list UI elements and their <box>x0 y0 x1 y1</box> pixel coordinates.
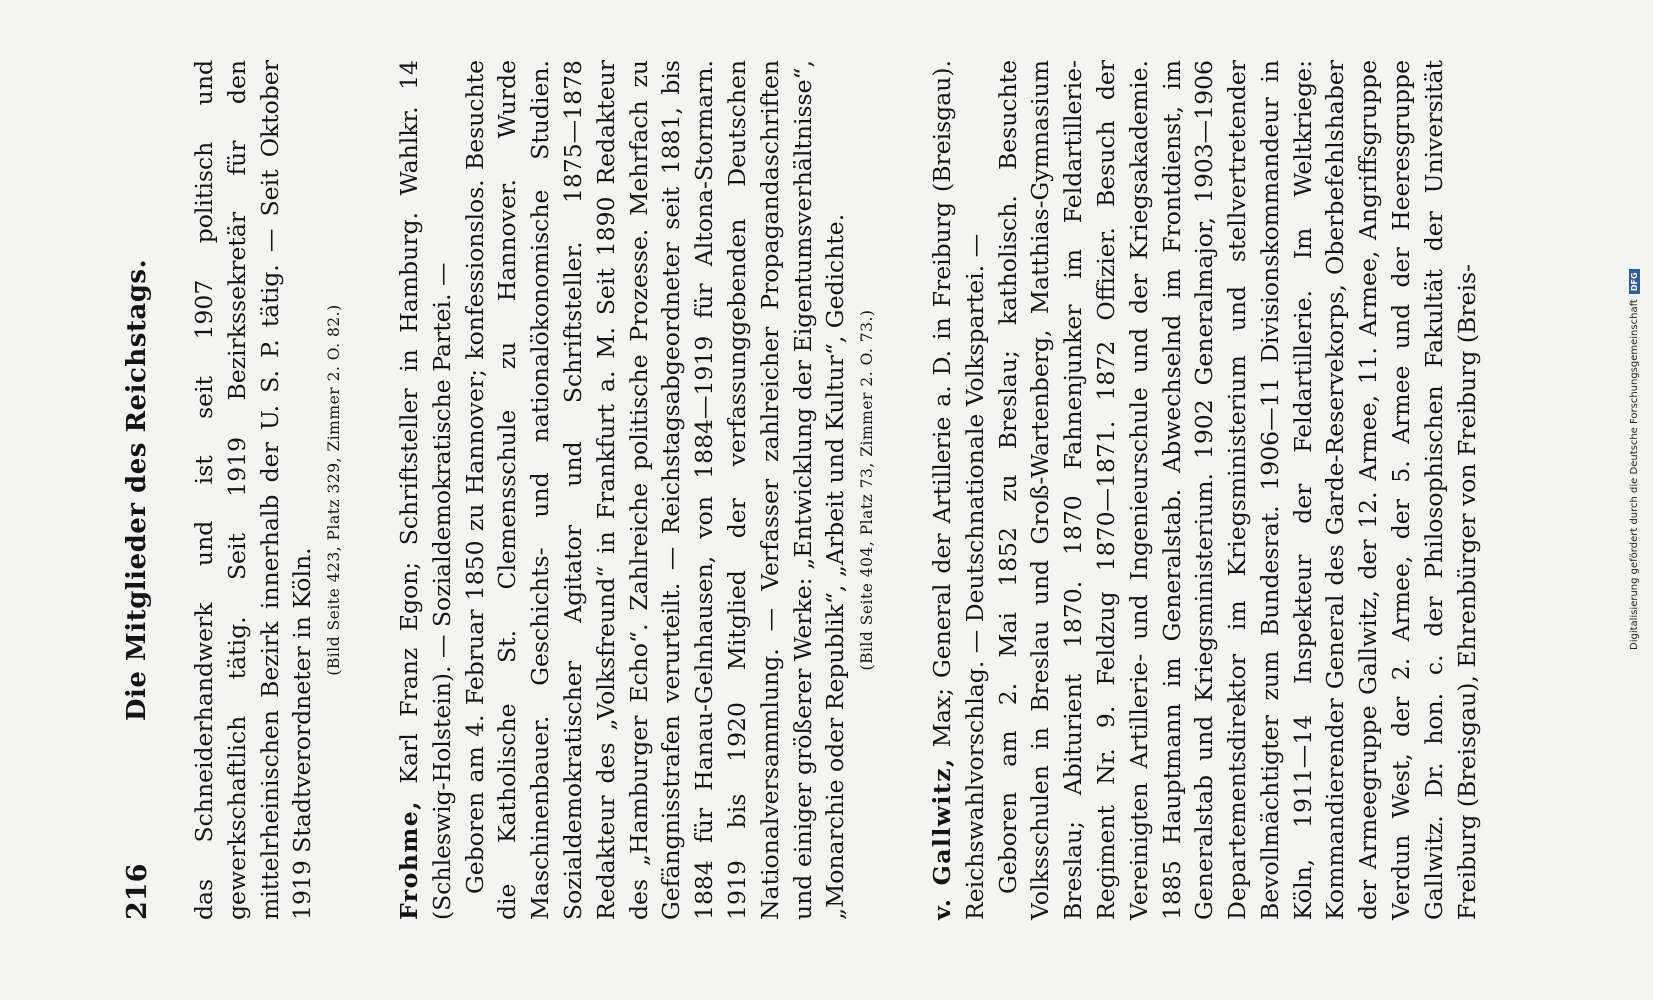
entry-heading <box>926 60 992 920</box>
entry-heading <box>393 60 459 920</box>
digitization-note-text: Digitalisierung gefördert durch die Deutsche Forschungsgemeinschaft <box>1629 299 1640 650</box>
entry-continued <box>188 60 319 920</box>
digitization-note <box>1629 30 1645 650</box>
member-name: v. Gallwitz, <box>928 757 957 920</box>
page-number: 216 <box>122 863 153 920</box>
entry-gallwitz <box>926 60 1483 920</box>
entry-frohme <box>393 60 852 920</box>
entry-text: Geboren am 2. Mai 1852 zu Breslau; katholisch. Besuchte Volksschulen in Breslau und Groß-Wartenberg, Matthias-Gymnasium Breslau; Abiturient 1870. 1870 Fahnenjunker im Feldartillerie-Regiment Nr. 9. Feldzug 1870—1871. 1872 Offizier. Besuch der Vereinigten Artillerie- und Ingenieurschule und der Kriegsakademie. 1885 Hauptmann im Generalstab. Abwechselnd im Frontdienst, im Generalstab und Kriegsministerium. 1902 Generalmajor, 1903—1906 Departementsdirektor im Kriegsministerium und stellvertretender Bevollmächtigter zum Bundesrat. 1906—11 Divisionskommandeur in Köln, 1911—14 Inspekteur der Feldartillerie. Im Weltkriege: Kommandierender General des Garde-Reservekorps, Oberbefehlshaber der Armeegruppe Gallwitz, der 12. Armee, 11. Armee, Angriffsgruppe Verdun West, der 2. Armee, der 5. Armee und der Heeresgruppe Gallwitz. Dr. hon. c. der Philosophischen Fakultät der Universität Freiburg (Breisgau), Ehrenbürger von Freiburg (Breis- <box>993 60 1481 920</box>
running-head: Die Mitglieder des Reichstags. <box>122 258 152 722</box>
entry-heading-text: Max; General der Artillerie a. D. in Freiburg (Breisgau). Reichswahlvorschlag. — Deutschnationale Volkspartei. — <box>928 59 989 920</box>
entry-heading-text: Karl Franz Egon; Schriftsteller in Hamburg. Wahlkr. 14 (Schleswig-Holstein). — Sozialdemokratische Partei. — <box>395 60 456 920</box>
entry-text: Geboren am 4. Februar 1850 zu Hannover; konfessionslos. Besuchte die Katholische St. Clemensschule zu Hannover. Wurde Maschinenbauer. Geschichts- und nationalökonomische Studien. Sozialdemokratischer Agitator und Schriftsteller. 1875—1878 Redakteur des „Volksfreund“ in Frankfurt a. M. Seit 1890 Redakteur des „Hamburger Echo“. Zahlreiche politische Prozesse. Mehrfach zu Gefängnisstrafen verurteilt. — Reichstagsabgeordneter seit 1881, bis 1884 für Hanau-Gelnhausen, von 1884—1919 für Altona-Stormarn. 1919 bis 1920 Mitglied der verfassunggebenden Deutschen Nationalversammlung. — Verfasser zahlreicher Propagandaschriften und einiger größerer Werke: „Entwicklung der Eigentumsverhältnisse“, „Monarchie oder Republik“, „Arbeit und Kultur“, Gedichte. <box>460 60 850 920</box>
page-header <box>122 60 162 920</box>
digitization-banner <box>1615 0 1643 1000</box>
dfg-logo: DFG <box>1629 269 1640 294</box>
entry-text: das Schneiderhandwerk und ist seit 1907 politisch und gewerkschaftlich tätig. Seit 1919 Bezirkssekretär für den mittelrheinischen Bezirk innerhalb der U. S. P. tätig. — Seit Oktober 1919 Stadtverordneter in Köln. <box>190 60 317 920</box>
member-name: Frohme, <box>395 800 424 920</box>
book-page <box>50 0 1610 1000</box>
picture-reference: (Bild Seite 423, Platz 329, Zimmer 2. O. 82.) <box>325 304 344 676</box>
picture-reference: (Bild Seite 404, Platz 73, Zimmer 2. O. 73.) <box>858 309 877 671</box>
